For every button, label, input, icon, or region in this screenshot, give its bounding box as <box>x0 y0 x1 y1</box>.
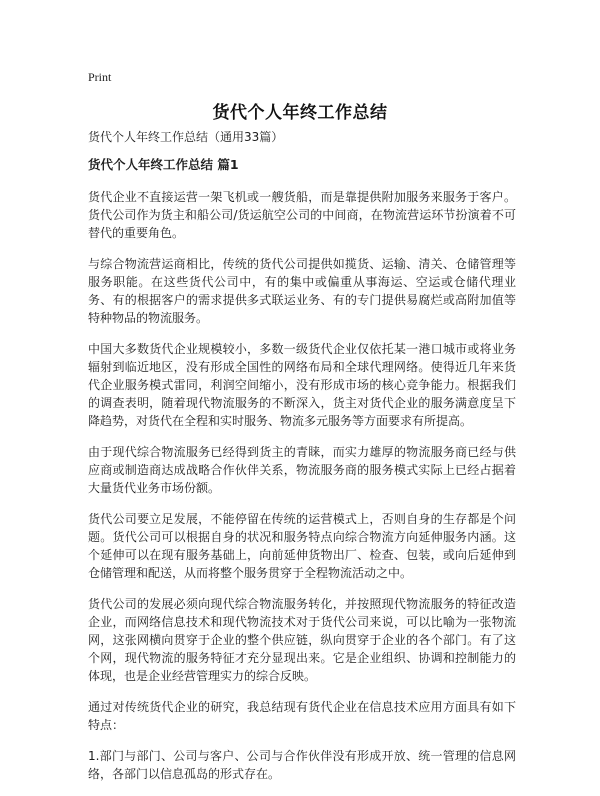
paragraph-4: 由于现代综合物流服务已经得到货主的青睐，而实力雄厚的物流服务商已经与供应商或制造商达成战略合作伙伴关系，物流服务商的服务模式实际上已经占据着大量货代业务市场份额。 <box>88 445 516 495</box>
print-link[interactable]: Print <box>88 70 112 84</box>
paragraph-3: 中国大多数货代企业规模较小，多数一级货代企业仅依托某一港口城市或将业务辐射到临近地区，没有形成全国性的网络布局和全球代理网络。使得近几年来货代企业服务模式雷同，利润空间缩小，没有形成市场的核心竞争能力。根据我们的调查表明，随着现代物流服务的不断深入，货主对货代企业的服务满意度呈下降趋势，对货代在全程和实时服务、物流多元服务等方面要求有所提高。 <box>88 342 516 428</box>
paragraph-2: 与综合物流营运商相比，传统的货代公司提供如揽货、运输、清关、仓储管理等服务职能。在这些货代公司中，有的集中或偏重从事海运、空运或仓储代理业务、有的根据客户的需求提供多式联运业务、有的专门提供易腐烂或高附加值等特种物品的物流服务。 <box>88 257 516 325</box>
document-subtitle: 货代个人年终工作总结（通用33篇） <box>88 130 284 144</box>
page-title: 货代个人年终工作总结 <box>212 103 388 123</box>
paragraph-5: 货代公司要立足发展，不能停留在传统的运营模式上，否则自身的生存都是个问题。货代公司可以根据自身的状况和服务特点向综合物流方向延伸服务内涵。这个延伸可以在现有服务基础上，向前延伸货物出厂、检查、包装，或向后延伸到仓储管理和配送，从而将整个服务贯穿于全程物流活动之中。 <box>88 512 516 580</box>
document-body <box>88 128 516 796</box>
paragraph-7: 通过对传统货代企业的研究，我总结现有货代企业在信息技术应用方面具有如下特点： <box>88 700 516 732</box>
paragraph-6: 货代公司的发展必须向现代综合物流服务转化，并按照现代物流服务的特征改造企业，而网络信息技术和现代物流技术对于货代公司来说，可以比喻为一张物流网，这张网横向贯穿于企业的整个供应链，纵向贯穿于企业的各个部门。有了这个网，现代物流的服务特征才充分显现出来。它是企业组织、协调和控制能力的体现，也是企业经营管理实力的综合反映。 <box>88 597 516 683</box>
section-heading: 货代个人年终工作总结 篇1 <box>88 157 239 172</box>
paragraph-8: 1.部门与部门、公司与客户、公司与合作伙伴没有形成开放、统一管理的信息网络，各部门以信息孤岛的形式存在。 <box>88 749 516 781</box>
paragraph-1: 货代企业不直接运营一架飞机或一艘货船，而是靠提供附加服务来服务于客户。货代公司作为货主和船公司/货运航空公司的中间商，在物流营运环节扮演着不可替代的重要角色。 <box>88 190 516 240</box>
